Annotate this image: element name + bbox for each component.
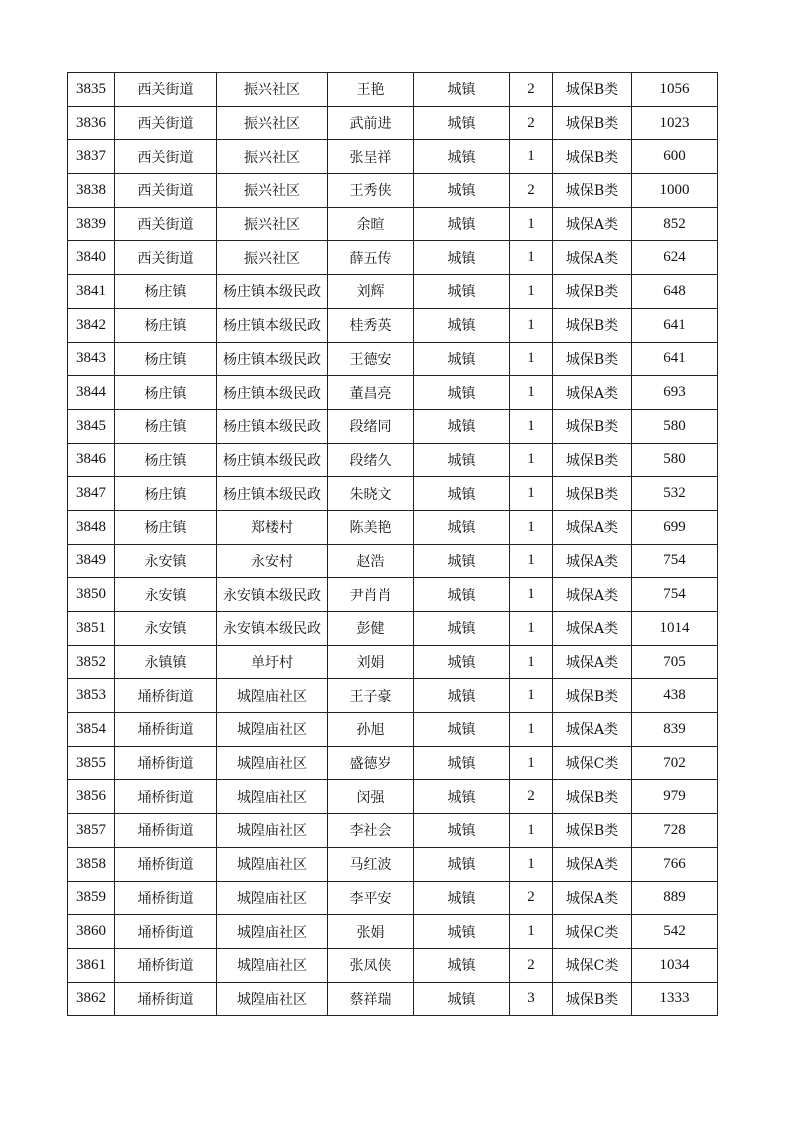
cell-name: 陈美艳 [328, 510, 414, 544]
table-row [68, 915, 718, 949]
table-row [68, 948, 718, 982]
cell-amount: 728 [632, 814, 718, 848]
cell-street: 杨庄镇 [115, 443, 217, 477]
cell-street: 西关街道 [115, 174, 217, 208]
cell-street: 杨庄镇 [115, 477, 217, 511]
cell-count: 2 [510, 881, 553, 915]
cell-count: 1 [510, 578, 553, 612]
table-row [68, 308, 718, 342]
cell-amount: 600 [632, 140, 718, 174]
cell-community: 杨庄镇本级民政 [217, 275, 328, 309]
cell-community: 城隍庙社区 [217, 881, 328, 915]
cell-amount: 693 [632, 376, 718, 410]
cell-street: 西关街道 [115, 241, 217, 275]
cell-category: 城保B类 [553, 73, 632, 107]
cell-name: 李社会 [328, 814, 414, 848]
cell-amount: 1333 [632, 982, 718, 1016]
cell-name: 刘辉 [328, 275, 414, 309]
cell-id: 3835 [68, 73, 115, 107]
cell-area: 城镇 [414, 308, 510, 342]
cell-amount: 580 [632, 443, 718, 477]
table-row [68, 780, 718, 814]
cell-community: 永安镇本级民政 [217, 612, 328, 646]
cell-area: 城镇 [414, 241, 510, 275]
assistance-table [67, 72, 718, 1016]
table-row [68, 140, 718, 174]
cell-category: 城保A类 [553, 241, 632, 275]
table-row [68, 679, 718, 713]
cell-count: 1 [510, 241, 553, 275]
cell-street: 埇桥街道 [115, 847, 217, 881]
cell-count: 2 [510, 948, 553, 982]
cell-name: 张娟 [328, 915, 414, 949]
cell-area: 城镇 [414, 948, 510, 982]
cell-id: 3849 [68, 544, 115, 578]
cell-amount: 438 [632, 679, 718, 713]
cell-amount: 705 [632, 645, 718, 679]
cell-amount: 624 [632, 241, 718, 275]
cell-category: 城保A类 [553, 544, 632, 578]
cell-street: 西关街道 [115, 73, 217, 107]
cell-id: 3850 [68, 578, 115, 612]
cell-id: 3843 [68, 342, 115, 376]
cell-amount: 852 [632, 207, 718, 241]
cell-category: 城保B类 [553, 275, 632, 309]
cell-community: 杨庄镇本级民政 [217, 409, 328, 443]
cell-category: 城保B类 [553, 174, 632, 208]
cell-area: 城镇 [414, 746, 510, 780]
cell-category: 城保A类 [553, 713, 632, 747]
cell-name: 孙旭 [328, 713, 414, 747]
table-row [68, 814, 718, 848]
cell-id: 3861 [68, 948, 115, 982]
cell-name: 李平安 [328, 881, 414, 915]
cell-community: 永安村 [217, 544, 328, 578]
cell-name: 张凤侠 [328, 948, 414, 982]
cell-id: 3845 [68, 409, 115, 443]
cell-name: 武前进 [328, 106, 414, 140]
cell-category: 城保C类 [553, 746, 632, 780]
cell-count: 1 [510, 308, 553, 342]
table-row [68, 477, 718, 511]
cell-area: 城镇 [414, 140, 510, 174]
table-row [68, 106, 718, 140]
cell-area: 城镇 [414, 443, 510, 477]
cell-category: 城保B类 [553, 342, 632, 376]
cell-name: 闵强 [328, 780, 414, 814]
cell-category: 城保B类 [553, 982, 632, 1016]
cell-area: 城镇 [414, 780, 510, 814]
cell-street: 杨庄镇 [115, 342, 217, 376]
cell-amount: 1000 [632, 174, 718, 208]
cell-street: 埇桥街道 [115, 780, 217, 814]
table-row [68, 746, 718, 780]
cell-area: 城镇 [414, 106, 510, 140]
cell-category: 城保A类 [553, 207, 632, 241]
table-row [68, 713, 718, 747]
cell-area: 城镇 [414, 342, 510, 376]
cell-community: 城隍庙社区 [217, 948, 328, 982]
cell-street: 杨庄镇 [115, 275, 217, 309]
cell-category: 城保A类 [553, 612, 632, 646]
cell-area: 城镇 [414, 376, 510, 410]
cell-community: 振兴社区 [217, 140, 328, 174]
cell-community: 杨庄镇本级民政 [217, 443, 328, 477]
cell-street: 埇桥街道 [115, 814, 217, 848]
cell-street: 埇桥街道 [115, 679, 217, 713]
cell-amount: 542 [632, 915, 718, 949]
cell-community: 城隍庙社区 [217, 746, 328, 780]
cell-category: 城保B类 [553, 409, 632, 443]
cell-category: 城保B类 [553, 780, 632, 814]
cell-name: 薛五传 [328, 241, 414, 275]
cell-name: 张呈祥 [328, 140, 414, 174]
cell-community: 永安镇本级民政 [217, 578, 328, 612]
cell-category: 城保A类 [553, 510, 632, 544]
cell-amount: 766 [632, 847, 718, 881]
table-row [68, 612, 718, 646]
cell-community: 城隍庙社区 [217, 713, 328, 747]
cell-category: 城保B类 [553, 814, 632, 848]
cell-id: 3842 [68, 308, 115, 342]
cell-id: 3853 [68, 679, 115, 713]
cell-community: 城隍庙社区 [217, 679, 328, 713]
cell-count: 1 [510, 342, 553, 376]
cell-id: 3837 [68, 140, 115, 174]
cell-id: 3858 [68, 847, 115, 881]
cell-community: 城隍庙社区 [217, 780, 328, 814]
cell-count: 1 [510, 544, 553, 578]
cell-name: 段绪同 [328, 409, 414, 443]
cell-street: 杨庄镇 [115, 510, 217, 544]
cell-street: 永安镇 [115, 578, 217, 612]
cell-community: 城隍庙社区 [217, 814, 328, 848]
cell-count: 1 [510, 275, 553, 309]
cell-category: 城保B类 [553, 477, 632, 511]
cell-area: 城镇 [414, 275, 510, 309]
cell-amount: 839 [632, 713, 718, 747]
cell-community: 振兴社区 [217, 207, 328, 241]
cell-community: 城隍庙社区 [217, 982, 328, 1016]
cell-name: 董昌亮 [328, 376, 414, 410]
cell-street: 永镇镇 [115, 645, 217, 679]
cell-name: 蔡祥瑞 [328, 982, 414, 1016]
table-row [68, 241, 718, 275]
cell-id: 3862 [68, 982, 115, 1016]
cell-count: 2 [510, 780, 553, 814]
cell-area: 城镇 [414, 982, 510, 1016]
cell-count: 1 [510, 612, 553, 646]
table-row [68, 510, 718, 544]
cell-count: 1 [510, 713, 553, 747]
cell-amount: 641 [632, 342, 718, 376]
cell-amount: 641 [632, 308, 718, 342]
cell-area: 城镇 [414, 73, 510, 107]
cell-count: 1 [510, 814, 553, 848]
table-row [68, 73, 718, 107]
cell-name: 彭健 [328, 612, 414, 646]
table-body [68, 73, 718, 1016]
cell-count: 1 [510, 376, 553, 410]
cell-id: 3846 [68, 443, 115, 477]
cell-name: 王德安 [328, 342, 414, 376]
table-row [68, 443, 718, 477]
cell-street: 埇桥街道 [115, 982, 217, 1016]
cell-street: 永安镇 [115, 544, 217, 578]
cell-community: 杨庄镇本级民政 [217, 342, 328, 376]
cell-amount: 702 [632, 746, 718, 780]
cell-count: 1 [510, 140, 553, 174]
cell-amount: 1014 [632, 612, 718, 646]
cell-community: 振兴社区 [217, 73, 328, 107]
cell-category: 城保B类 [553, 679, 632, 713]
cell-count: 2 [510, 106, 553, 140]
cell-count: 2 [510, 73, 553, 107]
cell-count: 1 [510, 443, 553, 477]
cell-id: 3854 [68, 713, 115, 747]
cell-count: 3 [510, 982, 553, 1016]
cell-area: 城镇 [414, 612, 510, 646]
table-row [68, 207, 718, 241]
cell-name: 刘娟 [328, 645, 414, 679]
cell-count: 1 [510, 477, 553, 511]
cell-community: 杨庄镇本级民政 [217, 308, 328, 342]
cell-name: 王秀侠 [328, 174, 414, 208]
cell-area: 城镇 [414, 847, 510, 881]
cell-amount: 979 [632, 780, 718, 814]
cell-community: 杨庄镇本级民政 [217, 477, 328, 511]
cell-id: 3841 [68, 275, 115, 309]
table-row [68, 578, 718, 612]
table-row [68, 275, 718, 309]
cell-name: 马红波 [328, 847, 414, 881]
cell-id: 3838 [68, 174, 115, 208]
cell-area: 城镇 [414, 679, 510, 713]
cell-area: 城镇 [414, 409, 510, 443]
cell-amount: 1056 [632, 73, 718, 107]
cell-amount: 648 [632, 275, 718, 309]
cell-street: 埇桥街道 [115, 713, 217, 747]
cell-name: 段绪久 [328, 443, 414, 477]
cell-community: 振兴社区 [217, 241, 328, 275]
cell-id: 3848 [68, 510, 115, 544]
cell-id: 3847 [68, 477, 115, 511]
cell-street: 杨庄镇 [115, 376, 217, 410]
cell-name: 尹肖肖 [328, 578, 414, 612]
cell-count: 1 [510, 409, 553, 443]
cell-street: 埇桥街道 [115, 915, 217, 949]
cell-name: 余暄 [328, 207, 414, 241]
cell-id: 3839 [68, 207, 115, 241]
cell-count: 2 [510, 174, 553, 208]
cell-amount: 754 [632, 578, 718, 612]
cell-street: 西关街道 [115, 207, 217, 241]
cell-name: 王艳 [328, 73, 414, 107]
cell-amount: 754 [632, 544, 718, 578]
cell-community: 振兴社区 [217, 174, 328, 208]
table-row [68, 881, 718, 915]
table-row [68, 409, 718, 443]
cell-category: 城保B类 [553, 443, 632, 477]
table-row [68, 376, 718, 410]
table-row [68, 982, 718, 1016]
cell-category: 城保A类 [553, 847, 632, 881]
cell-community: 杨庄镇本级民政 [217, 376, 328, 410]
cell-name: 盛德岁 [328, 746, 414, 780]
cell-id: 3855 [68, 746, 115, 780]
cell-name: 桂秀英 [328, 308, 414, 342]
cell-amount: 1023 [632, 106, 718, 140]
cell-id: 3859 [68, 881, 115, 915]
cell-count: 1 [510, 510, 553, 544]
cell-category: 城保C类 [553, 948, 632, 982]
cell-category: 城保A类 [553, 376, 632, 410]
cell-category: 城保B类 [553, 140, 632, 174]
cell-id: 3840 [68, 241, 115, 275]
cell-area: 城镇 [414, 477, 510, 511]
cell-street: 杨庄镇 [115, 308, 217, 342]
table-row [68, 174, 718, 208]
cell-community: 城隍庙社区 [217, 847, 328, 881]
cell-area: 城镇 [414, 578, 510, 612]
cell-count: 1 [510, 915, 553, 949]
cell-id: 3836 [68, 106, 115, 140]
cell-category: 城保B类 [553, 106, 632, 140]
cell-id: 3860 [68, 915, 115, 949]
cell-name: 赵浩 [328, 544, 414, 578]
cell-id: 3856 [68, 780, 115, 814]
cell-street: 西关街道 [115, 140, 217, 174]
cell-street: 西关街道 [115, 106, 217, 140]
cell-id: 3844 [68, 376, 115, 410]
cell-count: 1 [510, 207, 553, 241]
cell-community: 郑楼村 [217, 510, 328, 544]
cell-area: 城镇 [414, 174, 510, 208]
cell-amount: 532 [632, 477, 718, 511]
cell-street: 永安镇 [115, 612, 217, 646]
cell-area: 城镇 [414, 814, 510, 848]
table-row [68, 645, 718, 679]
cell-count: 1 [510, 645, 553, 679]
cell-category: 城保B类 [553, 308, 632, 342]
cell-street: 杨庄镇 [115, 409, 217, 443]
cell-id: 3852 [68, 645, 115, 679]
cell-amount: 1034 [632, 948, 718, 982]
cell-amount: 699 [632, 510, 718, 544]
table-row [68, 544, 718, 578]
cell-count: 1 [510, 847, 553, 881]
cell-category: 城保A类 [553, 881, 632, 915]
cell-count: 1 [510, 679, 553, 713]
cell-category: 城保A类 [553, 645, 632, 679]
cell-amount: 580 [632, 409, 718, 443]
cell-area: 城镇 [414, 881, 510, 915]
cell-amount: 889 [632, 881, 718, 915]
cell-name: 朱晓文 [328, 477, 414, 511]
cell-category: 城保C类 [553, 915, 632, 949]
cell-community: 城隍庙社区 [217, 915, 328, 949]
cell-category: 城保A类 [553, 578, 632, 612]
cell-area: 城镇 [414, 915, 510, 949]
cell-area: 城镇 [414, 207, 510, 241]
cell-street: 埇桥街道 [115, 881, 217, 915]
cell-id: 3851 [68, 612, 115, 646]
cell-community: 单圩村 [217, 645, 328, 679]
cell-id: 3857 [68, 814, 115, 848]
cell-area: 城镇 [414, 510, 510, 544]
cell-area: 城镇 [414, 713, 510, 747]
cell-name: 王子豪 [328, 679, 414, 713]
cell-community: 振兴社区 [217, 106, 328, 140]
cell-count: 1 [510, 746, 553, 780]
table-row [68, 342, 718, 376]
cell-area: 城镇 [414, 544, 510, 578]
cell-street: 埇桥街道 [115, 746, 217, 780]
table-row [68, 847, 718, 881]
cell-area: 城镇 [414, 645, 510, 679]
cell-street: 埇桥街道 [115, 948, 217, 982]
